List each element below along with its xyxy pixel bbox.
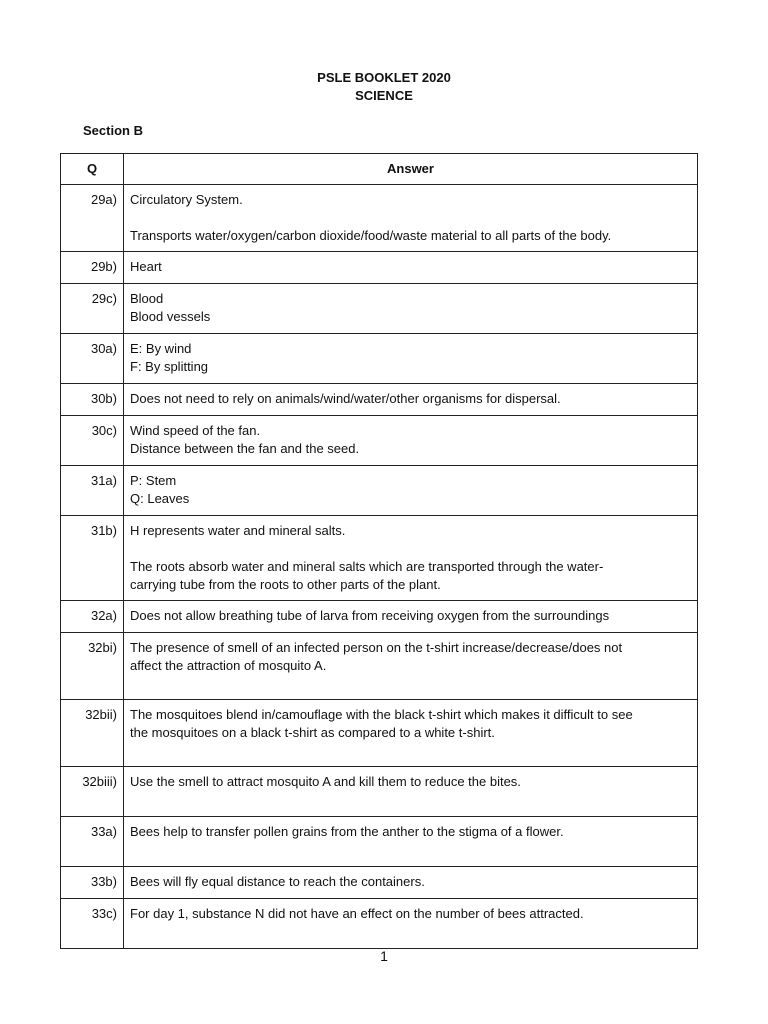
section-heading: Section B xyxy=(83,123,143,138)
page-number: 1 xyxy=(380,948,388,964)
answer-spacer xyxy=(130,540,689,558)
table-header-row xyxy=(61,154,698,185)
answer-line: Wind speed of the fan. xyxy=(130,423,261,438)
question-number: 30a) xyxy=(61,334,124,384)
answer-line: Bees will fly equal distance to reach the containers. xyxy=(130,874,425,889)
question-number: 29c) xyxy=(61,284,124,334)
answer-table xyxy=(60,153,698,949)
answer-cell xyxy=(124,899,698,949)
table-row xyxy=(61,767,698,817)
answer-cell xyxy=(124,767,698,817)
table-row xyxy=(61,899,698,949)
column-header-q: Q xyxy=(61,154,124,185)
answer-cell xyxy=(124,334,698,384)
question-number: 32biii) xyxy=(61,767,124,817)
question-number: 33a) xyxy=(61,817,124,867)
answer-line: the mosquitoes on a black t-shirt as compared to a white t-shirt. xyxy=(130,725,495,740)
answer-cell xyxy=(124,416,698,466)
answer-line: Transports water/oxygen/carbon dioxide/food/waste material to all parts of the body. xyxy=(130,228,612,243)
answer-cell xyxy=(124,516,698,601)
question-number: 31b) xyxy=(61,516,124,601)
question-number: 33b) xyxy=(61,867,124,899)
table-row xyxy=(61,284,698,334)
question-number: 29b) xyxy=(61,252,124,284)
question-number: 29a) xyxy=(61,185,124,252)
answer-cell xyxy=(124,466,698,516)
answer-line: Does not need to rely on animals/wind/water/other organisms for dispersal. xyxy=(130,391,561,406)
question-number: 30b) xyxy=(61,384,124,416)
answer-cell xyxy=(124,252,698,284)
answer-line: affect the attraction of mosquito A. xyxy=(130,658,327,673)
document-title: PSLE BOOKLET 2020 xyxy=(317,70,451,85)
answer-line: The mosquitoes blend in/camouflage with the black t-shirt which makes it difficult to see xyxy=(130,707,633,722)
answer-line: The presence of smell of an infected person on the t-shirt increase/decrease/does not xyxy=(130,640,623,655)
answer-line: Distance between the fan and the seed. xyxy=(130,441,360,456)
answer-line: Blood vessels xyxy=(130,309,211,324)
table-row xyxy=(61,384,698,416)
answer-cell xyxy=(124,700,698,767)
question-number: 31a) xyxy=(61,466,124,516)
answer-line: Circulatory System. xyxy=(130,192,243,207)
answer-cell xyxy=(124,185,698,252)
question-number: 30c) xyxy=(61,416,124,466)
answer-line: Heart xyxy=(130,259,162,274)
answer-spacer xyxy=(130,209,689,227)
column-header-answer: Answer xyxy=(124,154,698,185)
answer-line: For day 1, substance N did not have an effect on the number of bees attracted. xyxy=(130,906,584,921)
answer-line: H represents water and mineral salts. xyxy=(130,523,346,538)
answer-cell xyxy=(124,867,698,899)
answer-cell xyxy=(124,284,698,334)
table-row xyxy=(61,633,698,700)
document-subtitle: SCIENCE xyxy=(355,88,413,103)
table-row xyxy=(61,185,698,252)
answer-line: F: By splitting xyxy=(130,359,209,374)
question-number: 32a) xyxy=(61,601,124,633)
answer-line: The roots absorb water and mineral salts which are transported through the water- xyxy=(130,559,604,574)
question-number: 32bi) xyxy=(61,633,124,700)
answer-line: P: Stem xyxy=(130,473,177,488)
answer-line: Use the smell to attract mosquito A and kill them to reduce the bites. xyxy=(130,774,521,789)
answer-line: Does not allow breathing tube of larva from receiving oxygen from the surroundings xyxy=(130,608,610,623)
table-row xyxy=(61,466,698,516)
answer-cell xyxy=(124,384,698,416)
table-row xyxy=(61,700,698,767)
table-row xyxy=(61,516,698,601)
answer-cell xyxy=(124,817,698,867)
table-row xyxy=(61,252,698,284)
answer-line: Q: Leaves xyxy=(130,491,190,506)
answer-cell xyxy=(124,601,698,633)
table-row xyxy=(61,867,698,899)
answer-cell xyxy=(124,633,698,700)
table-row xyxy=(61,817,698,867)
question-number: 33c) xyxy=(61,899,124,949)
answer-line: Blood xyxy=(130,291,164,306)
table-row xyxy=(61,416,698,466)
answer-line: carrying tube from the roots to other parts of the plant. xyxy=(130,577,441,592)
question-number: 32bii) xyxy=(61,700,124,767)
answer-line: Bees help to transfer pollen grains from the anther to the stigma of a flower. xyxy=(130,824,564,839)
answer-line: E: By wind xyxy=(130,341,192,356)
table-row xyxy=(61,601,698,633)
table-row xyxy=(61,334,698,384)
